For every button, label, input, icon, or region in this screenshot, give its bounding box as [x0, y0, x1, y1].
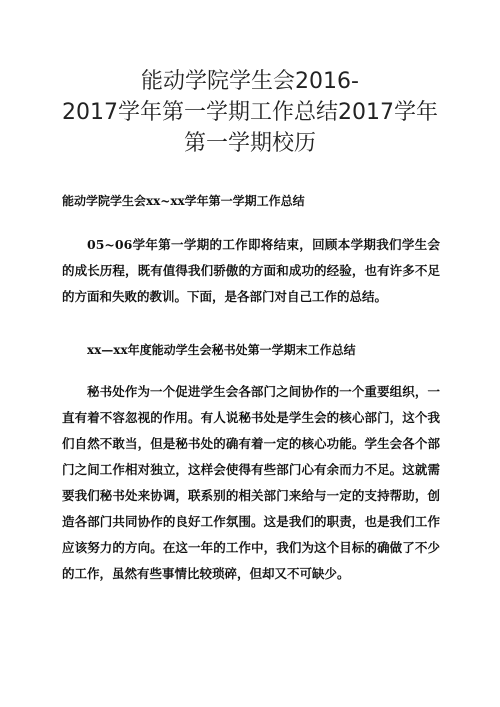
- document-title-line-2: 2017学年第一学期工作总结2017学年: [62, 100, 438, 125]
- secretary-section-heading: xx—xx年度能动学生会秘书处第一学期末工作总结: [87, 343, 356, 357]
- document-title: [40, 66, 460, 159]
- document-title-line-1: 能动学院学生会2016-: [141, 69, 359, 94]
- summary-heading: 能动学院学生会xx~xx学年第一学期工作总结: [62, 194, 305, 208]
- secretary-section-paragraph: 秘书处作为一个促进学生会各部门之间协作的一个重要组织，一直有着不容忽视的作用。有人说秘书处是学生会的核心部门，这个我们自然不敢当，但是秘书处的确有着一定的核心功能。学生会各个部门之间工作相对独立，这样会使得有些部门心有余而力不足。这就需要我们秘书处来协调，联系别的相关部门来给与一定的支持帮助，创造各部门共同协作的良好工作氛围。这是我们的职责，也是我们工作应该努力的方向。在这一年的工作中，我们为这个目标的确做了不少的工作，虽然有些事情比较琐碎，但却又不可缺少。: [62, 384, 440, 581]
- document-title-line-3: 第一学期校历: [183, 131, 316, 156]
- intro-paragraph: 05~06学年第一学期的工作即将结束，回顾本学期我们学生会的成长历程，既有值得我们骄傲的方面和成功的经验，也有许多不足的方面和失败的教训。下面，是各部门对自己工作的总结。: [62, 237, 440, 304]
